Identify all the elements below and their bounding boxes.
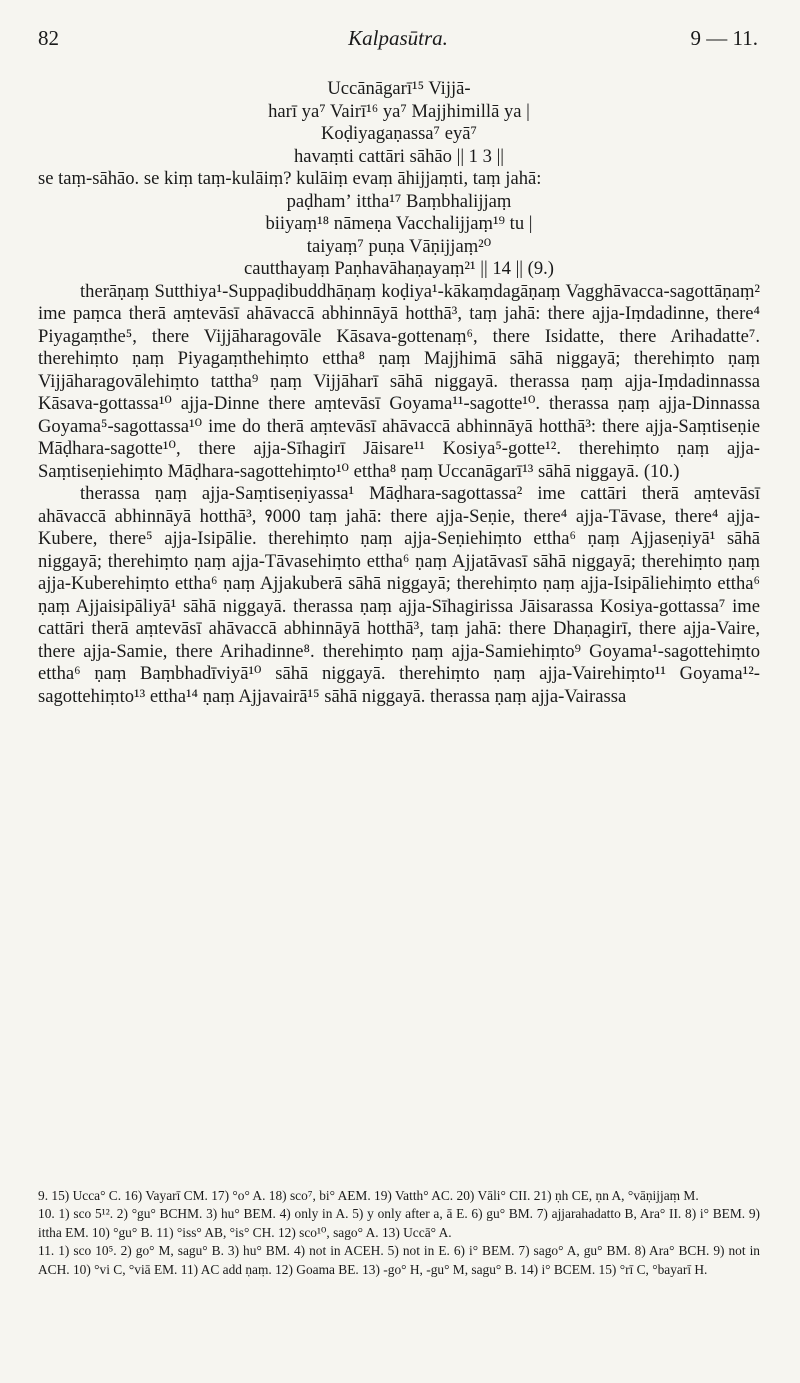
verse-line: Uccānāgarī¹⁵ Vijjā- bbox=[327, 78, 471, 99]
section-reference: 9 — 11. bbox=[690, 26, 758, 50]
main-text bbox=[38, 78, 760, 708]
running-title: Kalpasūtra. bbox=[348, 26, 448, 50]
paragraph: se taṃ-sāhāo. se kiṃ taṃ-kulāiṃ? kulāiṃ evaṃ āhijjaṃti, taṃ jahā: bbox=[38, 168, 542, 189]
verse-line: paḍhamʼ ittha¹⁷ Baṃbhalijjaṃ bbox=[286, 190, 512, 212]
verse-line: Koḍiyagaṇassa⁷ eyā⁷ bbox=[321, 123, 477, 144]
verse-line: biiyaṃ¹⁸ nāmeṇa Vacchalijjaṃ¹⁹ tu | bbox=[265, 213, 533, 234]
paragraph: therassa ṇaṃ ajja-Saṃtiseṇiyassa¹ Māḍhara-sagottassa² ime cattāri therā aṃtevāsī ahāvaccā abhinnāyā hotthā³, ꣑000 taṃ jahā: there ajja-Seṇie, there⁴ ajja-Tāvase, there⁴ ajja-Kubere, there⁵ ajja-Isipālie. therehiṃto ṇaṃ ajja-Seṇiehiṃto ettha⁶ ṇaṃ Ajjaseṇiyā¹ sāhā niggayā; therehiṃto ṇaṃ ajja-Tāvasehiṃto ettha⁶ ṇaṃ Ajjatāvasī sāhā niggayā; therehiṃto ṇaṃ ajja-Kuberehiṃto ettha⁶ ṇaṃ Ajjakuberā sāhā niggayā; therehiṃto ṇaṃ ajja-Isipāliehiṃto ettha⁶ ṇaṃ Ajjaisipāliyā¹ sāhā niggayā. therassa ṇaṃ ajja-Sīhagirissa Jāisarassa Kosiya-gottassa⁷ ime cattāri therā aṃtevāsī ahāvaccā abhinnāyā hotthā³, taṃ jahā: there Dhaṇagirī, there ajja-Vaire, there ajja-Samie, there Arihadinne⁸. therehiṃto ṇaṃ ajja-Samiehiṃto⁹ Goyama¹-sagottehiṃto ettha⁶ ṇaṃ Baṃbhadīviyā¹⁰ sāhā niggayā. therehiṃto ṇaṃ ajja-Vairehiṃto¹¹ Goyama¹²-sagottehiṃto¹³ ettha¹⁴ ṇaṃ Ajjavairā¹⁵ sāhā niggayā. therassa ṇaṃ ajja-Vairassa bbox=[38, 483, 760, 707]
footnote-line: 10. 1) sco 5¹². 2) °gu° BCHM. 3) hu° BEM. 4) only in A. 5) y only after a, ā E. 6) gu° BM. 7) ajjarahadatto B, Ara° II. 8) i° BEM. 9) ittha EM. 10) °gu° B. 11) °iss° AB, °is° CH. 12) sco¹⁰, sago° A. 13) Uccā° A. bbox=[38, 1206, 760, 1240]
paragraph: therāṇaṃ Sutthiya¹-Suppaḍibuddhāṇaṃ koḍiya¹-kākaṃdagāṇaṃ Vagghāvacca-sagottāṇaṃ² ime paṃca therā aṃtevāsī ahāvaccā abhinnāyā hotthā³, taṃ jahā: there ajja-Iṃdadinne, there⁴ Piyagaṃthe⁵, there Vijjāharagovāle Kāsava-gottenaṃ⁶, there Isidatte, there Arihadatte⁷. therehiṃto ṇaṃ Piyagaṃthehiṃto ettha⁸ ṇaṃ Majjhimā sāhā niggayā; therehiṃto ṇaṃ Vijjāharagovālehiṃto tattha⁹ ṇaṃ Vijjāharī sāhā niggayā. therassa ṇaṃ ajja-Iṃdadinnassa Kāsava-gottassa¹⁰ ajja-Dinne there aṃtevāsī Goyama¹¹-sagotte¹⁰. therassa ṇaṃ ajja-Dinnassa Goyama⁵-sagottassa¹⁰ ime do therā aṃtevāsī ahāvaccā abhinnāyā hotthā³: there ajja-Saṃtiseṇie Māḍhara-sagotte¹⁰, there ajja-Sīhagirī Jāisare¹¹ Kosiya⁵-gotte¹². therehiṃto ṇaṃ ajja-Saṃtiseṇiehiṃto Māḍhara-sagottehiṃto¹⁰ ettha⁸ ṇaṃ Uccanāgarī¹³ sāhā niggayā. (10.) bbox=[38, 280, 760, 482]
verse-line: havaṃti cattāri sāhāo || 1 3 || bbox=[293, 145, 505, 167]
verse-line: taiyaṃ⁷ puṇa Vāṇijjaṃ²⁰ bbox=[306, 235, 492, 257]
verse-line: harī ya⁷ Vairī¹⁶ ya⁷ Majjhimillā ya | bbox=[268, 100, 530, 122]
verse-line: cautthayaṃ Paṇhavāhaṇayaṃ²¹ || 14 || (9.) bbox=[243, 258, 554, 279]
footnote-line: 9. 15) Ucca° C. 16) Vayarī CM. 17) °o° A. 18) sco⁷, bi° AEM. 19) Vatth° AC. 20) Vāli° CII. 21) ṇh CE, ṇn A, °vāṇijjaṃ M. bbox=[38, 1188, 699, 1203]
footnote-line: 11. 1) sco 10⁵. 2) go° M, sagu° B. 3) hu° BM. 4) not in ACEH. 5) not in E. 6) i° BEM. 7) sago° A, gu° BM. 8) Ara° BCH. 9) not in ACH. 10) °vi C, °viā EM. 11) AC add ṇaṃ. 12) Goama BE. 13) -go° H, -gu° M, sagu° B. 14) i° BCEM. 15) °rī C, °bayarī H. bbox=[38, 1243, 760, 1277]
page-number: 82 bbox=[38, 26, 59, 50]
running-header bbox=[38, 26, 758, 60]
footnotes bbox=[38, 1187, 760, 1279]
